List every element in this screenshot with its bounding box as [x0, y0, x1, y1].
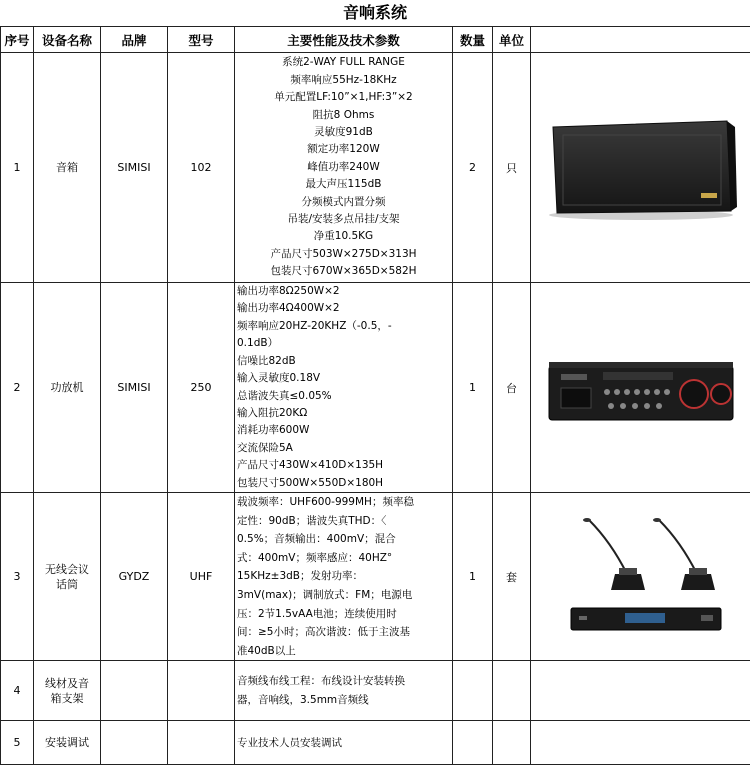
row-model: UHF — [168, 493, 235, 661]
row-no: 3 — [1, 493, 34, 661]
row-brand — [101, 721, 168, 765]
spec-line: 音频线布线工程：布线设计安装转换 — [237, 672, 452, 691]
row-specs — [235, 661, 453, 721]
spec-line: 总谐波失真≤0.05% — [237, 388, 452, 405]
spec-line: 压：2节1.5vAA电池；连续使用时 — [237, 605, 452, 624]
table-row — [1, 661, 750, 721]
spec-line: 阻抗8 Ohms — [235, 107, 452, 124]
row-qty: 1 — [453, 283, 493, 493]
spec-line: 分频模式内置分频 — [235, 194, 452, 211]
row-no: 2 — [1, 283, 34, 493]
spec-line: 最大声压115dB — [235, 176, 452, 193]
spec-line: 频率响应20HZ-20KHZ（-0.5，- — [237, 318, 452, 335]
page-title: 音响系统 — [0, 0, 750, 26]
spec-line: 15KHz±3dB；发射功率： — [237, 567, 452, 586]
spec-line: 单元配置LF:10”×1,HF:3”×2 — [235, 89, 452, 106]
header-qty: 数量 — [453, 27, 493, 53]
spec-line: 输入灵敏度0.18V — [237, 370, 452, 387]
name-line: 话筒 — [34, 577, 100, 592]
spec-line: 净重10.5KG — [235, 228, 452, 245]
spec-line: 产品尺寸430W×410D×135H — [237, 457, 452, 474]
row-name: 功放机 — [34, 283, 101, 493]
spec-line: 包装尺寸670W×365D×582H — [235, 263, 452, 280]
name-line: 线材及音 — [34, 676, 100, 691]
spec-line: 吊装/安装多点吊挂/支架 — [235, 211, 452, 228]
spec-line: 交流保险5A — [237, 440, 452, 457]
spec-line: 峰值功率240W — [235, 159, 452, 176]
spec-line: 定性：90dB；谐波失真THD：〈 — [237, 512, 452, 531]
row-brand: SIMISI — [101, 283, 168, 493]
empty-image-cell — [531, 661, 750, 721]
header-image — [531, 27, 750, 53]
row-model: 250 — [168, 283, 235, 493]
row-no: 4 — [1, 661, 34, 721]
spec-line: 消耗功率600W — [237, 422, 452, 439]
row-unit: 只 — [493, 53, 531, 283]
row-qty — [453, 721, 493, 765]
row-no: 1 — [1, 53, 34, 283]
row-specs — [235, 721, 453, 765]
spec-line: 器，音响线，3.5mm音频线 — [237, 691, 452, 710]
spec-line: 产品尺寸503W×275D×313H — [235, 246, 452, 263]
row-specs — [235, 283, 453, 493]
spec-line: 载波频率：UHF600-999MH；频率稳 — [237, 493, 452, 512]
table-row — [1, 493, 750, 661]
row-name — [34, 493, 101, 661]
speaker-image — [531, 53, 750, 283]
spec-line: 灵敏度91dB — [235, 124, 452, 141]
spec-line: 3mV(max)；调制放式：FM；电源电 — [237, 586, 452, 605]
row-model — [168, 721, 235, 765]
microphone-image — [531, 493, 750, 661]
row-qty: 2 — [453, 53, 493, 283]
table-row — [1, 721, 750, 765]
name-line: 箱支架 — [34, 691, 100, 706]
row-unit: 套 — [493, 493, 531, 661]
row-name: 音箱 — [34, 53, 101, 283]
header-name: 设备名称 — [34, 27, 101, 53]
row-brand: SIMISI — [101, 53, 168, 283]
table-row — [1, 283, 750, 493]
header-model: 型号 — [168, 27, 235, 53]
row-model: 102 — [168, 53, 235, 283]
row-qty — [453, 661, 493, 721]
header-brand: 品牌 — [101, 27, 168, 53]
spec-line: 系统2-WAY FULL RANGE — [235, 54, 452, 71]
empty-image-cell — [531, 721, 750, 765]
spec-line: 输入阻抗20KΩ — [237, 405, 452, 422]
spec-line: 信噪比82dB — [237, 353, 452, 370]
amplifier-image — [531, 283, 750, 493]
spec-line: 额定功率120W — [235, 141, 452, 158]
spec-line: 0.5%；音频输出：400mV；混合 — [237, 530, 452, 549]
row-specs — [235, 53, 453, 283]
name-line: 无线会议 — [34, 562, 100, 577]
header-specs: 主要性能及技术参数 — [235, 27, 453, 53]
spec-line: 包装尺寸500W×550D×180H — [237, 475, 452, 492]
table-row — [1, 53, 750, 283]
header-unit: 单位 — [493, 27, 531, 53]
row-name: 安装调试 — [34, 721, 101, 765]
header-no: 序号 — [1, 27, 34, 53]
spec-line: 频率响应55Hz-18KHz — [235, 72, 452, 89]
row-no: 5 — [1, 721, 34, 765]
row-unit — [493, 721, 531, 765]
row-model — [168, 661, 235, 721]
spec-line: 准40dB以上 — [237, 642, 452, 661]
row-brand: GYDZ — [101, 493, 168, 661]
spec-line: 输出功率4Ω400W×2 — [237, 300, 452, 317]
spec-line: 式：400mV；频率感应：40HZ° — [237, 549, 452, 568]
row-brand — [101, 661, 168, 721]
spec-line: 0.1dB） — [237, 335, 452, 352]
row-qty: 1 — [453, 493, 493, 661]
spec-line: 间：≥5小时；高次谐波：低于主波基 — [237, 623, 452, 642]
row-unit — [493, 661, 531, 721]
table-header-row — [1, 27, 750, 53]
row-specs — [235, 493, 453, 661]
equipment-table — [0, 26, 750, 765]
row-unit: 台 — [493, 283, 531, 493]
row-name — [34, 661, 101, 721]
spec-line: 专业技术人员安装调试 — [237, 734, 452, 753]
spec-line: 输出功率8Ω250W×2 — [237, 283, 452, 300]
